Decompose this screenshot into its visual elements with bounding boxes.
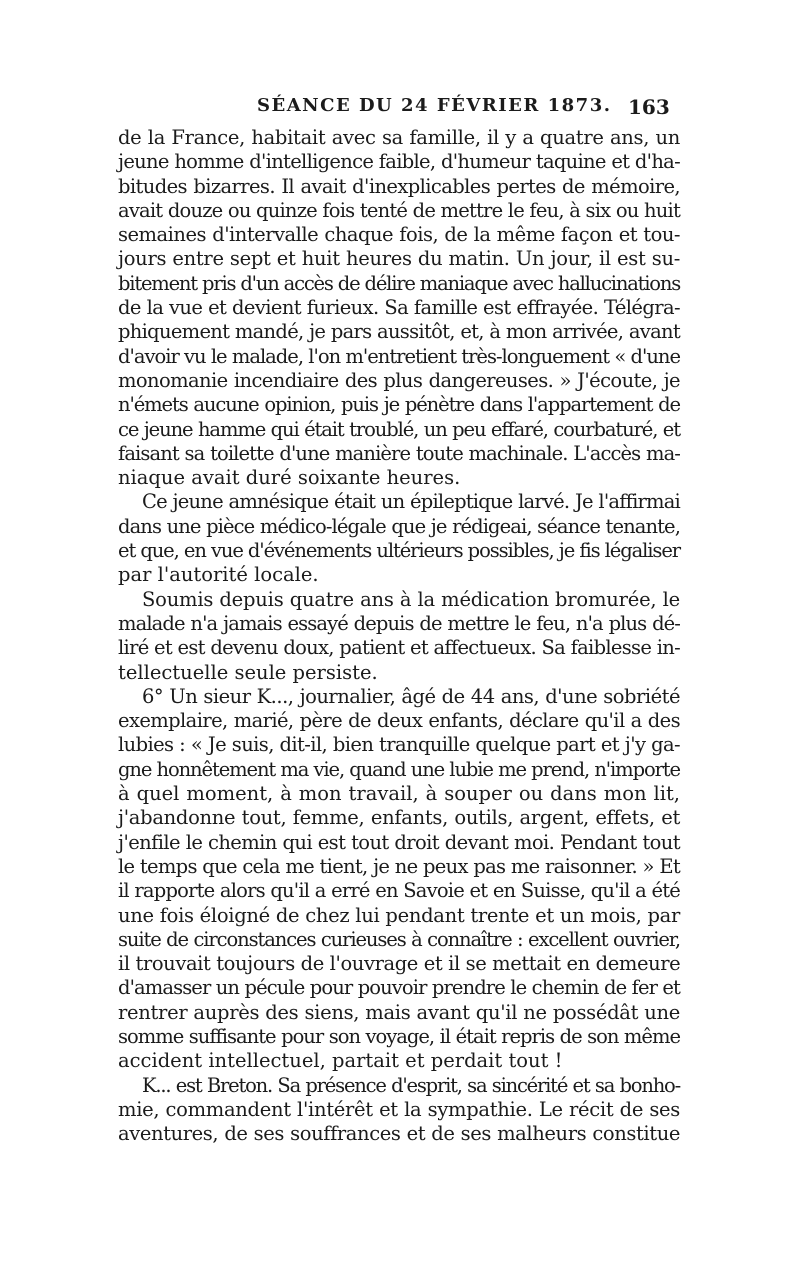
text-line: somme suffisante pour son voyage, il était repris de son même bbox=[118, 1024, 680, 1048]
text-line: le temps que cela me tient, je ne peux pas me raisonner. » Et bbox=[118, 854, 680, 878]
text-line: malade n'a jamais essayé depuis de mettre le feu, n'a plus dé- bbox=[118, 611, 680, 635]
text-line: jours entre sept et huit heures du matin. Un jour, il est su- bbox=[118, 247, 680, 271]
text-line: bitudes bizarres. Il avait d'inexplicables pertes de mémoire, bbox=[118, 174, 680, 198]
text-line: par l'autorité locale. bbox=[118, 563, 319, 587]
text-line: il rapporte alors qu'il a erré en Savoie et en Suisse, qu'il a été bbox=[118, 879, 680, 903]
text-line: de la vue et devient furieux. Sa famille est effrayée. Télégra- bbox=[118, 296, 680, 320]
text-line: 6° Un sieur K..., journalier, âgé de 44 ans, d'une sobriété bbox=[142, 684, 680, 708]
text-line: aventures, de ses souffrances et de ses malheurs constitue bbox=[118, 1122, 680, 1146]
text-line: Ce jeune amnésique était un épileptique larvé. Je l'affirmai bbox=[142, 490, 680, 514]
text-line: j'abandonne tout, femme, enfants, outils, argent, effets, et bbox=[118, 806, 680, 830]
text-line: K... est Breton. Sa présence d'esprit, sa sincérité et sa bonho- bbox=[142, 1073, 680, 1097]
text-line: j'enfile le chemin qui est tout droit devant moi. Pendant tout bbox=[118, 830, 680, 854]
text-line: et que, en vue d'événements ultérieurs possibles, je fis légaliser bbox=[118, 539, 680, 563]
text-line: avait douze ou quinze fois tenté de mettre le feu, à six ou huit bbox=[118, 198, 680, 222]
text-line: d'amasser un pécule pour pouvoir prendre le chemin de fer et bbox=[118, 976, 680, 1000]
text-line: à quel moment, à mon travail, à souper ou dans mon lit, bbox=[118, 782, 680, 806]
text-line: mie, commandent l'intérêt et la sympathie. Le récit de ses bbox=[118, 1097, 680, 1121]
text-line: exemplaire, marié, père de deux enfants, déclare qu'il a des bbox=[118, 709, 680, 733]
text-line: faisant sa toilette d'une manière toute machinale. L'accès ma- bbox=[118, 441, 680, 465]
text-line: jeune homme d'intelligence faible, d'humeur taquine et d'ha- bbox=[118, 150, 680, 174]
text-line: monomanie incendiaire des plus dangereuses. » J'écoute, je bbox=[118, 368, 680, 392]
text-line: d'avoir vu le malade, l'on m'entretient très-longuement « d'une bbox=[118, 344, 680, 368]
running-header bbox=[0, 95, 800, 121]
text-line: liré et est devenu doux, patient et affectueux. Sa faiblesse in- bbox=[118, 636, 680, 660]
text-line: rentrer auprès des siens, mais avant qu'il ne possédât une bbox=[118, 1000, 680, 1024]
body-text bbox=[118, 126, 680, 1146]
text-line: Soumis depuis quatre ans à la médication bromurée, le bbox=[142, 587, 680, 611]
text-line: dans une pièce médico-légale que je rédigeai, séance tenante, bbox=[118, 514, 680, 538]
text-line: une fois éloigné de chez lui pendant trente et un mois, par bbox=[118, 903, 680, 927]
page-number: 163 bbox=[628, 95, 670, 119]
text-line: accident intellectuel, partait et perdait tout ! bbox=[118, 1049, 563, 1073]
text-line: semaines d'intervalle chaque fois, de la même façon et tou- bbox=[118, 223, 680, 247]
text-line: niaque avait duré soixante heures. bbox=[118, 466, 461, 490]
text-line: n'émets aucune opinion, puis je pénètre dans l'appartement de bbox=[118, 393, 680, 417]
text-line: bitement pris d'un accès de délire maniaque avec hallucinations bbox=[118, 271, 680, 295]
text-line: de la France, habitait avec sa famille, il y a quatre ans, un bbox=[118, 126, 680, 149]
text-line: lubies : « Je suis, dit-il, bien tranquille quelque part et j'y ga- bbox=[118, 733, 680, 757]
text-line: il trouvait toujours de l'ouvrage et il se mettait en demeure bbox=[118, 952, 681, 976]
running-title: SÉANCE DU 24 FÉVRIER 1873. bbox=[257, 95, 612, 116]
text-line: gne honnêtement ma vie, quand une lubie me prend, n'importe bbox=[118, 757, 680, 781]
text-line: suite de circonstances curieuses à connaître : excellent ouvrier, bbox=[118, 927, 680, 951]
text-line: phiquement mandé, je pars aussitôt, et, à mon arrivée, avant bbox=[118, 320, 680, 344]
text-line: ce jeune hamme qui était troublé, un peu effaré, courbaturé, et bbox=[118, 417, 680, 441]
text-line: tellectuelle seule persiste. bbox=[118, 660, 378, 684]
